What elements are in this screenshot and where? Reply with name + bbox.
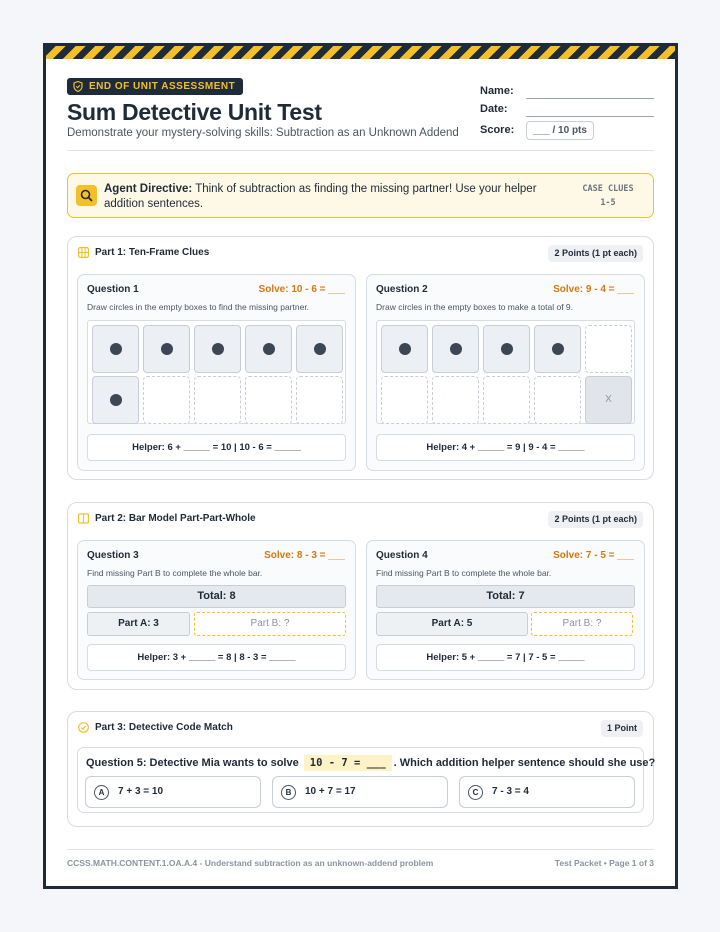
standard-code: CCSS.MATH.CONTENT.1.OA.A.4 - Understand subtraction as an unknown-addend problem <box>67 858 434 868</box>
date-field[interactable] <box>526 116 654 117</box>
question-3-instruction: Find missing Part B to complete the whole bar. <box>87 568 263 578</box>
case-clues-tag: CASE CLUES 1-5 <box>582 184 634 208</box>
question-4-solve: Solve: 7 - 5 = ___ <box>553 550 634 561</box>
bar-part-a-q3: Part A: 3 <box>87 612 190 636</box>
page-number: Test Packet • Page 1 of 3 <box>554 858 654 868</box>
bar-part-b-q4[interactable]: Part B: ? <box>531 612 633 636</box>
question-4-instruction: Find missing Part B to complete the whole bar. <box>376 568 552 578</box>
frame-cell[interactable] <box>194 325 241 373</box>
question-1-helper: Helper: 6 + _____ = 10 | 10 - 6 = _____ <box>87 434 346 461</box>
question-1-title: Question 1 <box>87 284 139 295</box>
bar-total-q3: Total: 8 <box>87 585 346 608</box>
counter-dot <box>110 394 122 406</box>
frame-cell[interactable] <box>483 325 530 373</box>
question-1-solve: Solve: 10 - 6 = ___ <box>258 284 345 295</box>
page-footer <box>67 849 654 868</box>
frame-cell[interactable] <box>534 325 581 373</box>
choice-c-button[interactable] <box>459 776 635 808</box>
badge-label: END OF UNIT ASSESSMENT <box>89 81 236 92</box>
bar-total-q4: Total: 7 <box>376 585 635 608</box>
frame-cell[interactable] <box>92 376 139 424</box>
question-4-card <box>366 540 645 680</box>
question-5-equation: 10 - 7 = ___ <box>304 755 392 771</box>
book-icon <box>78 513 89 524</box>
choice-a-letter: A <box>94 785 109 800</box>
choice-c-text: 7 - 3 = 4 <box>492 786 529 797</box>
directive-label: Agent Directive: <box>104 183 193 195</box>
question-1-instruction: Draw circles in the empty boxes to find the missing partner. <box>87 302 310 312</box>
part-2-section <box>67 502 654 690</box>
part-3-title: Part 3: Detective Code Match <box>95 722 233 733</box>
counter-dot <box>263 343 275 355</box>
part-1-section <box>67 236 654 480</box>
frame-cell-empty[interactable] <box>245 376 292 424</box>
part-3-section <box>67 711 654 827</box>
choice-b-text: 10 + 7 = 17 <box>305 786 356 797</box>
frame-cell-empty[interactable] <box>483 376 530 424</box>
question-3-solve: Solve: 8 - 3 = ___ <box>264 550 345 561</box>
frame-cell-crossed: X <box>585 376 632 424</box>
page-title: Sum Detective Unit Test <box>67 99 322 125</box>
counter-dot <box>161 343 173 355</box>
part-3-points: 1 Point <box>601 720 643 737</box>
check-circle-icon <box>78 722 89 733</box>
counter-dot <box>399 343 411 355</box>
date-label: Date: <box>480 103 508 115</box>
choice-a-text: 7 + 3 = 10 <box>118 786 164 797</box>
frame-cell[interactable] <box>381 325 428 373</box>
question-5-prompt <box>86 757 655 769</box>
frame-cell-empty[interactable] <box>381 376 428 424</box>
frame-cell-empty[interactable] <box>585 325 632 373</box>
part-2-points: 2 Points (1 pt each) <box>548 511 643 528</box>
frame-cell-empty[interactable] <box>296 376 343 424</box>
question-5-prefix: Question 5: Detective Mia wants to solve <box>86 757 299 769</box>
frame-cell-empty[interactable] <box>432 376 479 424</box>
frame-cell[interactable] <box>245 325 292 373</box>
part-3-heading <box>78 722 233 733</box>
part-1-title: Part 1: Ten-Frame Clues <box>95 247 210 258</box>
directive-body: Think of subtraction as finding the missing partner! Use your helper addition sentences. <box>104 183 537 210</box>
counter-dot <box>501 343 513 355</box>
frame-cell[interactable] <box>432 325 479 373</box>
question-5-card <box>77 747 656 813</box>
question-3-title: Question 3 <box>87 550 139 561</box>
question-2-solve: Solve: 9 - 4 = ___ <box>553 284 634 295</box>
choice-b-button[interactable] <box>272 776 448 808</box>
choice-b-letter: B <box>281 785 296 800</box>
name-label: Name: <box>480 85 514 97</box>
question-5-suffix: . Which addition helper sentence should she use? <box>393 757 656 769</box>
question-2-helper: Helper: 4 + _____ = 9 | 9 - 4 = _____ <box>376 434 635 461</box>
part-2-heading <box>78 513 256 524</box>
shield-icon <box>73 81 83 92</box>
counter-dot <box>110 343 122 355</box>
part-1-points: 2 Points (1 pt each) <box>548 245 643 262</box>
agent-directive <box>67 173 654 218</box>
part-1-heading <box>78 247 209 258</box>
frame-cell-empty[interactable] <box>534 376 581 424</box>
ten-frame-q1 <box>87 320 346 424</box>
counter-dot <box>314 343 326 355</box>
question-2-title: Question 2 <box>376 284 428 295</box>
counter-dot <box>212 343 224 355</box>
grid-icon <box>78 247 89 258</box>
frame-cell-empty[interactable] <box>143 376 190 424</box>
page-subtitle: Demonstrate your mystery-solving skills: Subtraction as an Unknown Addend <box>67 127 459 139</box>
choice-c-letter: C <box>468 785 483 800</box>
part-2-title: Part 2: Bar Model Part-Part-Whole <box>95 513 256 524</box>
score-field[interactable]: ___ / 10 pts <box>526 121 594 140</box>
question-3-helper: Helper: 3 + _____ = 8 | 8 - 3 = _____ <box>87 644 346 671</box>
frame-cell[interactable] <box>143 325 190 373</box>
test-header <box>67 59 654 151</box>
bar-part-b-q3[interactable]: Part B: ? <box>194 612 346 636</box>
test-page <box>43 43 678 889</box>
question-2-instruction: Draw circles in the empty boxes to make a total of 9. <box>376 302 574 312</box>
frame-cell[interactable] <box>92 325 139 373</box>
frame-cell[interactable] <box>296 325 343 373</box>
hazard-stripe <box>46 46 675 59</box>
bar-part-a-q4: Part A: 5 <box>376 612 528 636</box>
question-1-card <box>77 274 356 471</box>
choice-a-button[interactable] <box>85 776 261 808</box>
counter-dot <box>552 343 564 355</box>
directive-text <box>104 182 574 211</box>
ten-frame-q2 <box>376 320 635 424</box>
question-3-card <box>77 540 356 680</box>
question-4-title: Question 4 <box>376 550 428 561</box>
score-label: Score: <box>480 124 515 136</box>
question-4-helper: Helper: 5 + _____ = 7 | 7 - 5 = _____ <box>376 644 635 671</box>
name-field[interactable] <box>526 98 654 99</box>
question-2-card <box>366 274 645 471</box>
frame-cell-empty[interactable] <box>194 376 241 424</box>
assessment-badge <box>67 78 243 95</box>
magnifier-icon <box>76 185 97 206</box>
counter-dot <box>450 343 462 355</box>
